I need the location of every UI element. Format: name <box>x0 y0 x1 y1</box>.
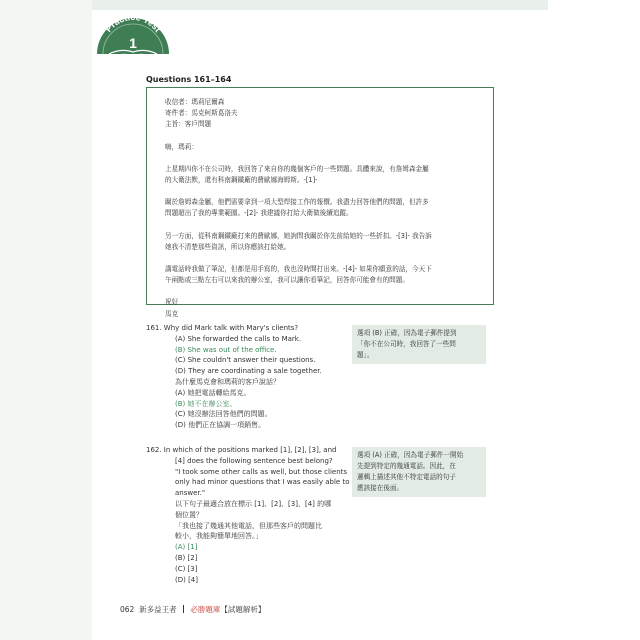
footer-divider <box>183 605 184 613</box>
left-margin-strip <box>0 0 92 640</box>
translation-question: 以下句子最適合放在標示 [1]、[2]、[3]、[4] 的哪 <box>175 499 332 508</box>
letter-subject: 主旨：客戶問題 <box>165 120 212 129</box>
option-d: (D) [4] <box>175 575 198 584</box>
explanation-line: 應該接在後面。 <box>357 484 404 492</box>
letter-box <box>146 87 494 318</box>
page-number: 062 <box>120 605 135 614</box>
option-a: (A) She forwarded the calls to Mark. <box>175 334 302 343</box>
option-c: (C) [3] <box>175 564 198 573</box>
explanation-line: 選項 (A) 正確，因為電子郵件一開始 <box>357 451 464 459</box>
explanation-line: 題」。 <box>357 351 374 359</box>
explanation-162 <box>352 447 486 497</box>
question-162-text: 162. In which of the positions marked [1], [2], [3], and <box>146 446 337 454</box>
letter-paragraph-line: 講電話時我做了筆記，但都是用手寫的，我也沒時間打出來。-[4]- 如果你願意的話，今天下 <box>165 265 432 274</box>
translation-question: 個位置？ <box>175 510 203 519</box>
letter-paragraph-line: 午兩點或三點左右可以來我的辦公室，我可以讓你看筆記，回答你可能會有的問題。 <box>165 276 409 285</box>
option-b-correct: (B) She was out of the office. <box>175 345 277 354</box>
letter-paragraph-line: 的大衛法默，還有科南鋼鐵廠的費歐娜海姆斯。-[1]- <box>165 176 318 185</box>
option-d: (D) They are coordinating a sale together. <box>175 367 322 376</box>
letter-paragraph-line: 關於詹姆森金屬，他們需要拿到一項大型焊接工作的報價。我盡力回答他們的問題，但許多 <box>165 198 429 207</box>
translation-question: 為什麼馬克會和瑪莉的客戶說話？ <box>175 377 280 386</box>
practice-test-badge <box>93 8 173 58</box>
book-subtitle: 【試題解析】 <box>220 605 266 614</box>
option-c: (C) She couldn't answer their questions. <box>175 356 316 365</box>
quoted-sentence: only had minor questions that I was easily able to <box>175 478 350 487</box>
translation-option-d: (D) 他們正在協調一項銷售。 <box>175 421 266 430</box>
letter-signature: 馬克 <box>165 309 179 318</box>
book-title: 新多益王者 <box>139 605 177 614</box>
section-title: Questions 161–164 <box>146 75 232 84</box>
explanation-line: 先提到特定的幾通電話。因此，在 <box>357 462 456 470</box>
letter-greeting: 嗨，瑪莉： <box>165 142 198 151</box>
letter-paragraph-line: 上星期四你不在公司時，我回答了來自你的幾個客戶的一些問題。具體來說，有詹姆森金屬 <box>165 164 429 173</box>
question-161 <box>146 323 322 431</box>
book-highlight: 必勝題庫 <box>190 605 221 614</box>
explanation-line: 「你不在公司時，我回答了一些問 <box>357 340 456 348</box>
option-a-correct: (A) [1] <box>175 543 198 552</box>
question-162 <box>146 445 349 585</box>
letter-to: 收信者：瑪莉尼爾森 <box>165 98 225 106</box>
page-footer <box>120 604 265 615</box>
letter-paragraph-line: 問題超出了我的專業範圍。-[2]- 我建議你打給大衛做後續追蹤。 <box>165 209 353 218</box>
explanation-line: 邏輯上描述其他不特定電話的句子 <box>357 473 456 481</box>
option-b: (B) [2] <box>175 553 198 562</box>
quoted-sentence: "I took some other calls as well, but those clients <box>175 467 348 476</box>
translation-quote: 「我也接了幾通其他電話，但那些客戶的問題比 <box>175 521 322 530</box>
translation-option-a: (A) 她把電話轉給馬克。 <box>175 388 251 397</box>
letter-from: 寄件者：馬克柯斯葛洛夫 <box>165 109 238 118</box>
badge-number: 1 <box>129 35 137 51</box>
letter-closing: 祝好 <box>165 298 179 307</box>
explanation-161 <box>352 325 486 364</box>
question-161-text: 161. Why did Mark talk with Mary's clients? <box>146 324 299 332</box>
translation-quote: 較小，我能夠簡單地回答。」 <box>175 532 263 541</box>
question-162-text: [4] does the following sentence best belong? <box>175 456 333 465</box>
explanation-line: 選項 (B) 正確，因為電子郵件提到 <box>357 329 457 337</box>
translation-option-b-correct: (B) 她不在辦公室。 <box>175 399 237 408</box>
quoted-sentence: answer." <box>175 489 206 498</box>
translation-option-c: (C) 她沒辦法回答他們的問題。 <box>175 410 272 419</box>
badge-label: Practice Test <box>103 11 163 34</box>
letter-paragraph-line: 另一方面，從科南鋼鐵廠打來的費歐娜，她詢問我關於你先前給她的一些折扣。-[3]- 我告訴 <box>165 231 432 240</box>
letter-paragraph-line: 她我不清楚那些資訊，所以你應該打給她。 <box>165 242 291 251</box>
